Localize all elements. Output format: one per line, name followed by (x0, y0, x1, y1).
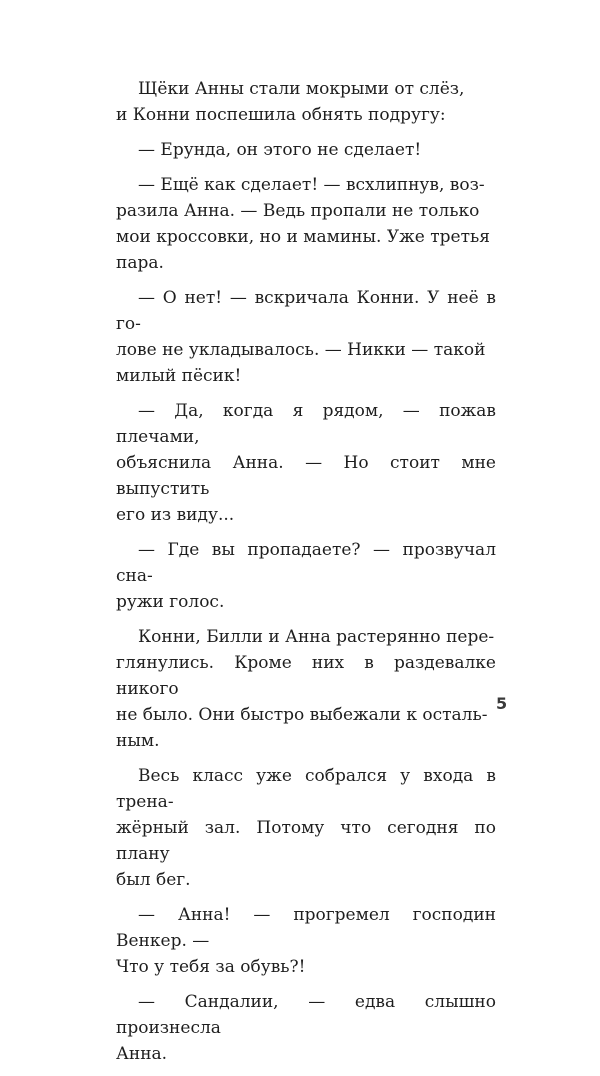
paragraph-7: Конни, Билли и Анна растерянно пере- глянулись. Кроме них в раздевалке никого не было. Они быстро выбежали к осталь- ным. (116, 627, 496, 751)
paragraph-4: — О нет! — вскричала Конни. У неё в го- лове не укладывалось. — Никки — такой милый пёсик! (116, 288, 496, 386)
paragraph-5: — Да, когда я рядом, — пожав плечами, объяснила Анна. — Но стоит мне выпустить его из виду... (116, 401, 496, 525)
body-text (116, 76, 496, 1076)
paragraph-6: — Где вы пропадаете? — прозвучал сна- ружи голос. (116, 540, 496, 612)
paragraph-3: — Ещё как сделает! — всхлипнув, воз- разила Анна. — Ведь пропали не только мои кроссовки, но и мамины. Уже третья пара. (116, 175, 490, 273)
paragraph-8: Весь класс уже собрался у входа в трена- жёрный зал. Потому что сегодня по плану был бег. (116, 766, 496, 890)
paragraph-9: — Анна! — прогремел господин Венкер. — Что у тебя за обувь?! (116, 905, 496, 977)
paragraph-2: — Ерунда, он этого не сделает! (138, 140, 422, 160)
page-number: 5 (496, 694, 508, 713)
paragraph-1: Щёки Анны стали мокрыми от слёз, и Конни поспешила обнять подругу: (116, 79, 465, 125)
paragraph-10: — Сандалии, — едва слышно произнесла Анна. (116, 992, 496, 1064)
